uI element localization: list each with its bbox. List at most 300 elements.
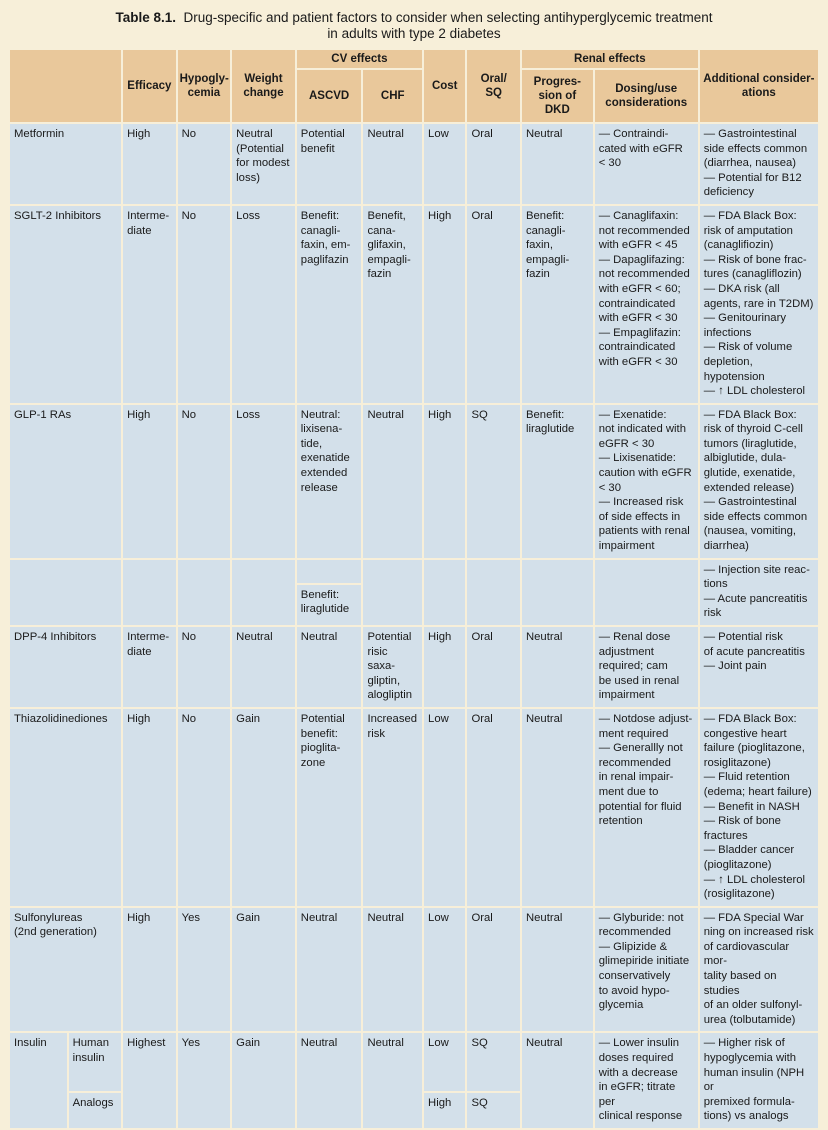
cell-line: — Gastrointestinal <box>703 128 797 140</box>
cell-line: glimepiride initiate <box>598 955 690 968</box>
cell-line: Loss <box>236 209 261 222</box>
cell-line: canagli- <box>300 224 341 237</box>
cell-line: failure (pioglitazone, <box>703 742 805 755</box>
cost-cell <box>424 405 465 558</box>
dkd-cell <box>522 709 593 906</box>
cell-line: urea (tolbutamide) <box>703 1013 796 1026</box>
cell-line: Interme- <box>127 209 170 222</box>
cell-line: Sulfonylureas <box>14 911 83 924</box>
cell-line: insulin <box>72 1052 105 1065</box>
cell-line: in renal impair- <box>598 771 674 784</box>
route-cell <box>467 709 520 906</box>
ascvd-cell <box>297 124 362 204</box>
cell-line: High <box>127 408 151 421</box>
cell-line: eGFR < 30 <box>598 437 655 450</box>
weight-cell <box>232 709 295 906</box>
hypo-cell <box>178 627 231 707</box>
cell-line: of side effects in <box>598 510 681 523</box>
dosing-cell <box>595 405 698 558</box>
insulin-subtype-human <box>69 1033 122 1091</box>
cell-line: Neutral <box>367 408 404 421</box>
cell-line: Potential <box>300 128 345 140</box>
cell-line: ment required <box>598 727 669 740</box>
cell-line: Thiazolidinediones <box>14 712 108 725</box>
cell-line: empagli- <box>525 253 570 266</box>
cell-line: Neutral <box>236 128 273 140</box>
cell-line: faxin, <box>525 239 553 252</box>
cell-line: glifaxin, <box>367 239 406 252</box>
drug-name <box>10 627 121 707</box>
cell-line: Benefit: <box>300 588 340 601</box>
cell-line: considerations <box>605 97 688 109</box>
cell-line: Analogs <box>72 1097 114 1110</box>
table-label: Table 8.1. <box>115 10 176 25</box>
cell-line: SQ <box>471 408 488 421</box>
cell-line: cemia <box>187 87 221 99</box>
empty-cell <box>522 560 593 625</box>
cell-line: exenatide <box>300 452 350 465</box>
drug-name <box>10 124 121 204</box>
cell-line: Neutral <box>525 128 563 140</box>
dosing-cell <box>595 627 698 707</box>
cell-line: faxin, em- <box>300 239 351 252</box>
cell-line: — DKA risk (all <box>703 282 780 295</box>
efficacy-cell <box>123 908 176 1032</box>
cell-line: liraglutide <box>300 603 350 616</box>
cell-line: sion of <box>538 90 577 102</box>
cell-line: — FDA Special War <box>703 911 804 924</box>
dkd-cell <box>522 206 593 403</box>
cell-line: — Risk of volume <box>703 341 793 354</box>
cell-line: Oral <box>471 128 493 140</box>
cell-line: SGLT-2 Inhibitors <box>14 209 102 222</box>
additional-cell <box>700 206 818 403</box>
cell-line: (edema; heart failure) <box>703 785 812 798</box>
cell-line: — Joint pain <box>703 660 767 673</box>
cell-line: zone <box>300 756 326 769</box>
cell-line: infections <box>703 326 752 339</box>
cell-line: benefit <box>300 142 335 155</box>
cell-line: — Generallly not <box>598 742 683 755</box>
cell-line: required; cam <box>598 660 668 673</box>
cell-line: Neutral <box>525 712 563 725</box>
cell-line: High <box>127 128 151 140</box>
weight-cell <box>232 405 295 558</box>
cell-line: — Fluid retention <box>703 771 790 784</box>
chf-cell <box>363 405 422 558</box>
cost-cell <box>424 1093 465 1128</box>
cell-line: Oral <box>471 631 493 643</box>
additional-cell <box>700 908 818 1032</box>
cell-line: lixisena- <box>300 423 343 436</box>
additional-cell <box>700 627 818 707</box>
hypo-cell <box>178 405 231 558</box>
header-cost: Cost <box>424 50 465 122</box>
drug-name <box>10 908 121 1032</box>
cell-line: with eGFR < 45 <box>598 239 678 252</box>
cell-line: diate <box>127 224 152 237</box>
cell-line: Neutral <box>525 1037 563 1050</box>
weight-cell <box>232 908 295 1032</box>
cell-line: not recommended <box>598 224 690 237</box>
cell-line: DKD <box>544 104 570 116</box>
cell-line: tide, <box>300 437 323 450</box>
cell-line: — ↑ LDL cholesterol <box>703 385 806 398</box>
header-route <box>467 50 520 122</box>
hypo-cell <box>178 1033 231 1128</box>
cell-line: < 30 <box>598 157 621 170</box>
cell-line: (canaglifiozin) <box>703 239 774 252</box>
cell-line: (Potential <box>236 142 284 155</box>
cell-line: glutide, exenatide, <box>703 467 796 480</box>
cell-line: Neutral <box>367 128 404 140</box>
ascvd-cell <box>297 405 362 558</box>
cell-line: tumors (liraglutide, <box>703 437 797 450</box>
cell-line: gliptin, <box>367 674 401 687</box>
additional-cell <box>700 709 818 906</box>
cell-line: doses required <box>598 1052 674 1065</box>
cell-line: paglifazin <box>300 253 349 266</box>
cell-line: Oral <box>471 209 493 222</box>
dkd-cell <box>522 124 593 204</box>
cell-line: caution with eGFR <box>598 467 692 480</box>
empty-cell <box>123 560 176 625</box>
header-ascvd: ASCVD <box>297 70 362 122</box>
cell-line: loss) <box>236 171 261 184</box>
route-cell <box>467 1093 520 1128</box>
cell-line: risk of amputation <box>703 224 793 237</box>
hypo-cell <box>178 124 231 204</box>
cell-line: Neutral <box>300 631 338 643</box>
cell-line: — Glipizide & <box>598 940 668 953</box>
header-hypoglycemia <box>178 50 231 122</box>
cell-line: not recommended <box>598 268 690 281</box>
cell-line: conservatively <box>598 970 671 983</box>
cell-line: Human <box>72 1037 109 1050</box>
cell-line: depletion, hypotension <box>703 355 765 383</box>
additional-cell <box>700 405 818 558</box>
header-dkd <box>522 70 593 122</box>
cell-line: potential for fluid <box>598 800 682 813</box>
cell-line: — Risk of bone <box>703 815 781 828</box>
table-row-glp1 <box>10 405 818 558</box>
cell-line: tures (canagliflozin) <box>703 268 802 281</box>
efficacy-cell <box>123 124 176 204</box>
cell-line: impairment <box>598 689 655 702</box>
dosing-cell <box>595 124 698 204</box>
cell-line: — Glyburide: not <box>598 911 684 924</box>
route-cell <box>467 908 520 1032</box>
cell-line: — Canaglifaxin: <box>598 209 679 222</box>
cell-line: — FDA Black Box: <box>703 712 797 725</box>
chf-cell <box>363 709 422 906</box>
cell-line: — Injection site reac- <box>703 563 810 576</box>
cell-line: ations <box>741 87 776 99</box>
cell-line: DPP-4 Inhibitors <box>14 631 97 643</box>
drug-name <box>10 405 121 558</box>
route-cell <box>467 206 520 403</box>
cell-line: Insulin <box>14 1037 47 1050</box>
table-caption <box>0 0 828 41</box>
cell-line: — Dapaglifazing: <box>598 253 685 266</box>
header-chf: CHF <box>363 70 422 122</box>
efficacy-cell <box>123 405 176 558</box>
cell-line: Increased <box>367 712 418 725</box>
dosing-cell <box>595 1033 698 1128</box>
table-row-metformin <box>10 124 818 204</box>
hypo-cell <box>178 709 231 906</box>
cell-line: — Genitourinary <box>703 312 786 325</box>
cell-line: No <box>181 408 197 421</box>
cell-line: — Increased risk <box>598 496 684 509</box>
cell-line: (2nd generation) <box>14 926 97 939</box>
cell-line: SQ <box>471 1037 488 1050</box>
cell-line: High <box>428 209 452 222</box>
dosing-cell <box>595 206 698 403</box>
cost-cell <box>424 908 465 1032</box>
cell-line: Neutral <box>236 631 273 643</box>
header-dosing <box>595 70 698 122</box>
cost-cell <box>424 206 465 403</box>
cell-line: High <box>127 911 151 924</box>
cell-line: side effects common <box>703 142 808 155</box>
ascvd-cell <box>297 709 362 906</box>
cell-line: risic <box>367 645 388 658</box>
cell-line: Interme- <box>127 631 170 643</box>
cell-line: ning on increased risk <box>703 926 814 939</box>
cell-line: Additional consider- <box>703 73 815 85</box>
cell-line: benefit: <box>300 727 338 740</box>
cell-line: Neutral <box>525 911 563 924</box>
cell-line: Hypogly- <box>179 73 229 85</box>
cell-line: tions) vs analogs <box>703 1110 789 1123</box>
table-row-sglt2 <box>10 206 818 403</box>
cell-line: contraindicated <box>598 297 676 310</box>
cell-line: risk of thyroid C-cell <box>703 423 803 436</box>
ascvd-cell <box>297 908 362 1032</box>
table-row-sulfonylureas <box>10 908 818 1032</box>
cell-line: tality based on studies <box>703 970 777 997</box>
efficacy-cell <box>123 627 176 707</box>
header-weight <box>232 50 295 122</box>
cell-line: High <box>127 712 151 725</box>
cell-line: Yes <box>181 911 201 924</box>
cost-cell <box>424 709 465 906</box>
cell-line: Highest <box>127 1037 166 1050</box>
cell-line: Neutral <box>367 911 404 924</box>
cell-line: not indicated with <box>598 423 686 436</box>
cell-line: GLP-1 RAs <box>14 408 72 421</box>
cell-line: Low <box>428 1037 449 1050</box>
cell-line: Gain <box>236 712 261 725</box>
cell-line: No <box>181 631 197 643</box>
cell-line: Benefit, <box>367 209 406 222</box>
cell-line: risk <box>367 727 386 740</box>
cell-line: No <box>181 209 197 222</box>
cell-line: Gain <box>236 1037 261 1050</box>
cell-line: congestive heart <box>703 727 787 740</box>
cell-line: change <box>243 87 284 99</box>
cell-line: — Bladder cancer <box>703 844 795 857</box>
hypo-cell <box>178 206 231 403</box>
cell-line: Low <box>428 128 449 140</box>
header-drug <box>10 50 121 122</box>
empty-cell <box>467 560 520 625</box>
cell-line: cated with eGFR <box>598 142 683 155</box>
additional-cell <box>700 124 818 204</box>
weight-cell <box>232 627 295 707</box>
empty-cell <box>232 560 295 625</box>
cell-line: recommended <box>598 756 671 769</box>
chf-cell <box>363 908 422 1032</box>
chf-cell <box>363 124 422 204</box>
cell-line: hypoglycemia with <box>703 1052 797 1065</box>
cell-line: empagli- <box>367 253 411 266</box>
cell-line: Low <box>428 911 449 924</box>
cell-line: — Potential for B12 <box>703 171 802 184</box>
weight-cell <box>232 206 295 403</box>
cell-line: Benefit: <box>300 209 340 222</box>
cell-line: — Exenatide: <box>598 408 667 421</box>
dkd-cell <box>522 627 593 707</box>
cell-line: retention <box>598 815 643 828</box>
chf-cell <box>363 206 422 403</box>
cell-line: No <box>181 712 197 725</box>
cell-line: — FDA Black Box: <box>703 209 797 222</box>
cell-line: adjustment <box>598 645 654 658</box>
cell-line: Metformin <box>14 128 65 140</box>
empty-cell <box>424 560 465 625</box>
cell-line: saxa- <box>367 660 396 673</box>
cell-line: SQ <box>485 87 503 99</box>
table-row-dpp4 <box>10 627 818 707</box>
cell-line: Neutral <box>525 631 563 643</box>
cell-line: Yes <box>181 1037 201 1050</box>
cell-line: with eGFR < 30 <box>598 312 678 325</box>
dosing-cell <box>595 709 698 906</box>
cell-line: Dosing/use <box>615 83 678 95</box>
cell-line: — Lixisenatide: <box>598 452 676 465</box>
cell-line: of cardiovascular mor- <box>703 940 790 968</box>
cell-line: glycemia <box>598 999 644 1012</box>
cell-line: alogliptin <box>367 689 413 702</box>
cell-line: of an older sulfonyl- <box>703 999 803 1012</box>
cell-line: ment due to <box>598 785 659 798</box>
cell-line: of acute pancreatitis <box>703 645 805 658</box>
cell-line: — Potential risk <box>703 631 783 643</box>
chf-cell <box>363 1033 422 1128</box>
cell-line: Low <box>428 712 449 725</box>
empty-cell <box>297 560 362 583</box>
cost-cell <box>424 627 465 707</box>
cell-line: for modest <box>236 157 290 170</box>
cell-line: Progres- <box>533 76 581 88</box>
cell-line: Potential <box>300 712 345 725</box>
cell-line: risk <box>703 607 722 620</box>
cell-line: — Higher risk of <box>703 1037 785 1050</box>
cell-line: (pioglitazone) <box>703 858 772 871</box>
cell-line: diarrhea) <box>703 540 749 553</box>
cell-line: pioglita- <box>300 742 341 755</box>
cell-line: canagli- <box>525 224 566 237</box>
cell-line: contraindicated <box>598 341 676 354</box>
cell-line: clinical response <box>598 1110 683 1123</box>
cost-cell <box>424 1033 465 1091</box>
cell-line: Benefit: <box>525 209 565 222</box>
cell-line: High <box>428 1097 452 1110</box>
efficacy-cell <box>123 1033 176 1128</box>
cell-line: cana- <box>367 224 396 237</box>
header-renal-effects: Renal effects <box>522 50 698 68</box>
cell-line: High <box>428 408 452 421</box>
cell-line: with eGFR < 30 <box>598 355 678 368</box>
cell-line: rosiglitazone) <box>703 756 771 769</box>
cell-line: High <box>428 631 452 643</box>
drug-name <box>10 206 121 403</box>
cell-line: fazin <box>525 268 550 281</box>
ascvd-cell <box>297 627 362 707</box>
cell-line: impairment <box>598 540 655 553</box>
cell-line: Neutral <box>367 1037 404 1050</box>
cell-line: albiglutide, dula- <box>703 452 787 465</box>
cell-line: — FDA Black Box: <box>703 408 797 421</box>
caption-text-2: in adults with type 2 diabetes <box>327 26 501 41</box>
cell-line: fazin <box>367 268 392 281</box>
ascvd-cell <box>297 1033 362 1128</box>
cell-line: (nausea, vomiting, <box>703 525 797 538</box>
empty-cell <box>363 560 422 625</box>
cell-line: in eGFR; titrate per <box>598 1081 676 1108</box>
cell-line: diate <box>127 645 152 658</box>
cell-line: premixed formula- <box>703 1095 795 1108</box>
ascvd-benefit-cell <box>297 585 362 625</box>
cell-line: recommended <box>598 926 671 939</box>
cell-line: patients with renal <box>598 525 690 538</box>
cell-line: side effects common <box>703 510 808 523</box>
efficacy-cell <box>123 206 176 403</box>
drug-name <box>10 1033 67 1128</box>
cell-line: No <box>181 128 197 140</box>
efficacy-cell <box>123 709 176 906</box>
cell-line: — Renal dose <box>598 631 671 643</box>
cell-line: (rosiglitazone) <box>703 888 775 901</box>
cell-line: — Benefit in NASH <box>703 800 800 813</box>
table-row-insulin-human <box>10 1033 818 1091</box>
cell-line: Neutral: <box>300 408 341 421</box>
cell-line: Gain <box>236 911 261 924</box>
route-cell <box>467 124 520 204</box>
cell-line: to avoid hypo- <box>598 984 670 997</box>
cell-line: Loss <box>236 408 261 421</box>
cell-line: < 30 <box>598 481 621 494</box>
cell-line: Benefit: <box>525 408 565 421</box>
table-row-glp1-cont-a <box>10 560 818 583</box>
cell-line: extended <box>300 467 348 480</box>
dosing-cell <box>595 908 698 1032</box>
dkd-cell <box>522 1033 593 1128</box>
cell-line: be used in renal <box>598 674 680 687</box>
cell-line: Neutral <box>300 911 338 924</box>
cell-line: Potential <box>367 631 412 643</box>
cell-line: human insulin (NPH or <box>703 1066 805 1094</box>
cell-line: release <box>300 481 338 494</box>
cell-line: Oral <box>471 911 493 924</box>
route-cell <box>467 1033 520 1091</box>
cell-line: deficiency <box>703 186 754 199</box>
cell-line: with a decrease <box>598 1066 678 1079</box>
empty-cell <box>595 560 698 625</box>
hypo-cell <box>178 908 231 1032</box>
